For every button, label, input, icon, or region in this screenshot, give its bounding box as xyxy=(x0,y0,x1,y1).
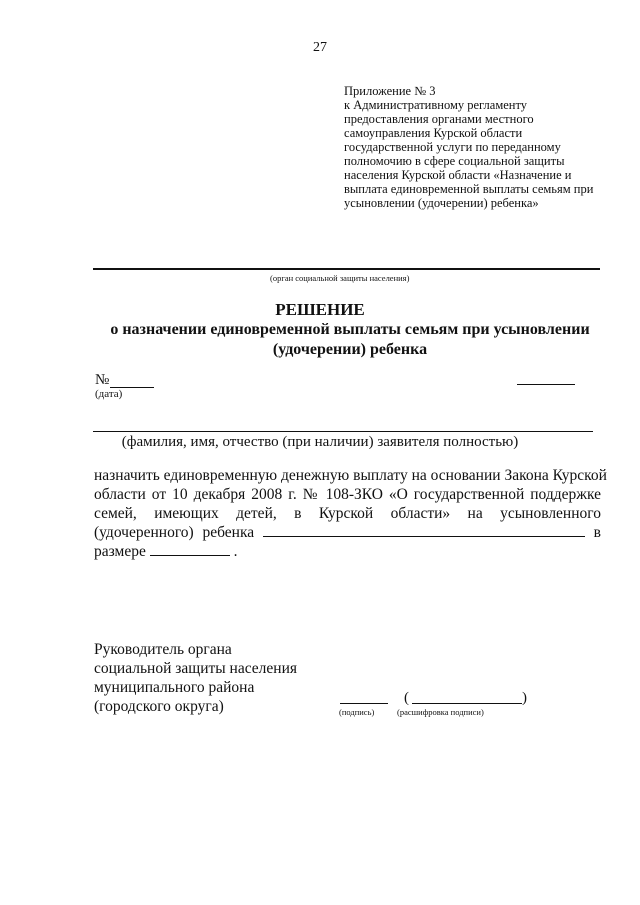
signatory-line: муниципального района xyxy=(94,679,255,696)
decision-title: РЕШЕНИЕ xyxy=(275,300,365,319)
body-line-4-start: (удочеренного) ребенка xyxy=(94,524,255,541)
appendix-line: государственной услуги по переданному xyxy=(344,140,561,154)
body-line-5-start: размере xyxy=(94,543,146,560)
child-name-fill-line xyxy=(263,524,585,537)
decode-bracket-close: ) xyxy=(522,690,527,706)
appendix-line: самоуправления Курской области xyxy=(344,126,523,140)
decision-subtitle-line-1: о назначении единовременной выплаты семьям при усыновлении xyxy=(110,321,590,338)
org-caption: (орган социальной защиты населения) xyxy=(270,273,410,283)
signatory-block xyxy=(94,640,297,716)
body-line-4 xyxy=(94,523,601,542)
decode-caption: (расшифровка подписи) xyxy=(397,707,484,717)
body-line-5-end: . xyxy=(233,543,238,560)
appendix-line: полномочию в сфере социальной защиты xyxy=(344,154,565,168)
date-label: (дата) xyxy=(95,388,123,400)
signature-caption: (подпись) xyxy=(339,707,375,717)
decode-bracket-open: ( xyxy=(404,690,409,706)
appendix-line: к Административному регламенту xyxy=(344,98,528,112)
signatory-line: (городского округа) xyxy=(94,698,224,715)
appendix-line: усыновлении (удочерении) ребенка» xyxy=(344,196,539,210)
appendix-note xyxy=(344,84,604,210)
signatory-line: Руководитель органа xyxy=(94,641,232,658)
date-fill-line xyxy=(517,384,575,385)
signature-fill-line xyxy=(340,703,388,704)
body-line-2: области от 10 декабря 2008 г. № 108-ЗКО «О государственной поддержке xyxy=(94,486,601,503)
appendix-line: предоставления органами местного xyxy=(344,112,534,126)
body-line-3: семей, имеющих детей, в Курской области» на усыновленного xyxy=(94,505,601,522)
body-line-1: назначить единовременную денежную выплату на основании Закона Курской xyxy=(94,467,607,484)
page-number: 27 xyxy=(313,40,327,55)
applicant-name-line xyxy=(93,431,593,432)
appendix-line: выплата единовременной выплаты семьям при xyxy=(344,182,594,196)
body-line-4-end: в xyxy=(593,524,601,541)
body-line-5 xyxy=(94,542,601,561)
decision-subtitle-line-2: (удочерении) ребенка xyxy=(272,341,428,358)
amount-fill-line xyxy=(150,543,230,556)
appendix-line: населения Курской области «Назначение и xyxy=(344,168,572,182)
number-label: № xyxy=(95,372,110,388)
decision-body xyxy=(94,466,607,561)
decode-fill-line xyxy=(412,703,522,704)
appendix-title: Приложение № 3 xyxy=(344,84,436,98)
signatory-line: социальной защиты населения xyxy=(94,660,298,677)
org-name-line xyxy=(93,268,600,270)
applicant-caption: (фамилия, имя, отчество (при наличии) заявителя полностью) xyxy=(121,434,519,450)
decision-subtitle xyxy=(100,320,600,360)
